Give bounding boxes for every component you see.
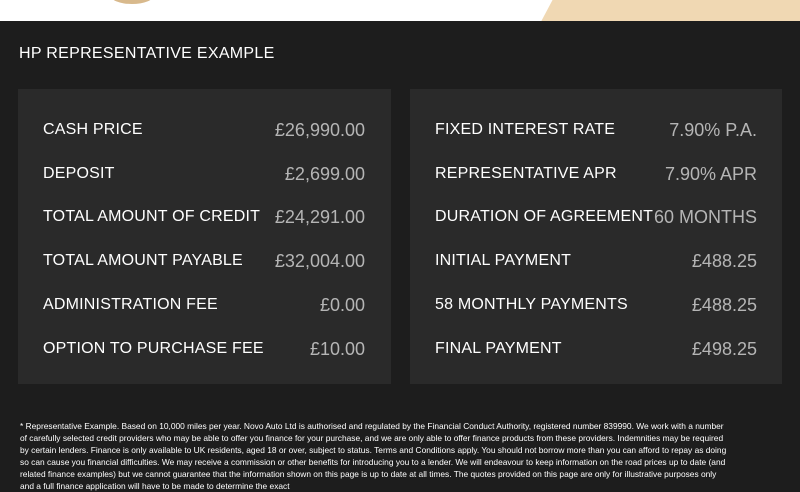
finance-panel-right (410, 89, 782, 384)
banner-decoration-left (110, 0, 154, 4)
finance-row-cash-price (43, 118, 365, 142)
finance-row-value: £2,699.00 (284, 163, 365, 184)
finance-row-value: £26,990.00 (274, 119, 365, 140)
finance-row-label: TOTAL AMOUNT PAYABLE (43, 252, 243, 269)
finance-row-value: 7.90% APR (664, 163, 757, 184)
finance-row-value: 60 MONTHS (653, 206, 757, 227)
finance-row-total-credit (43, 205, 365, 229)
finance-row-value: £24,291.00 (274, 206, 365, 227)
finance-row-label: DEPOSIT (43, 165, 115, 182)
finance-row-label: ADMINISTRATION FEE (43, 296, 218, 313)
finance-row-label: CASH PRICE (43, 121, 143, 138)
finance-row-label: INITIAL PAYMENT (435, 252, 572, 269)
finance-row-monthly-payments (435, 293, 757, 317)
top-banner-image (0, 0, 800, 21)
section-title: HP REPRESENTATIVE EXAMPLE (19, 45, 275, 62)
finance-row-value: £498.25 (691, 338, 757, 359)
finance-row-label: DURATION OF AGREEMENT (435, 208, 654, 225)
finance-row-label: FIXED INTEREST RATE (435, 121, 616, 138)
finance-row-label: FINAL PAYMENT (435, 340, 562, 357)
finance-row-value: £32,004.00 (274, 250, 365, 271)
finance-row-deposit (43, 162, 365, 186)
finance-disclaimer: * Representative Example. Based on 10,000 miles per year. Novo Auto Ltd is authorised and regulated by the Financial Conduct Authority, registered number 839990. We work with a number of carefully selected credit providers who may be able to offer you finance for your purchase, and we are only able to offer finance products from these providers. Indemnities may be required by certain lenders. Finance is only available to UK residents, aged 18 or over, subject to status. Terms and Conditions apply. You should not borrow more than you can afford to repay as doing so can cause you financial difficulties. We may receive a commission or other benefits for introducing you to a lender. We will endeavour to keep information on the road prices up to date (and related finance examples) but we cannot guarantee that the information shown on this page is up to date at all times. The quotes provided on this page are only for illustrative purposes only and a full finance application will have to be made to determine the exact (20, 421, 727, 491)
finance-row-final-payment (435, 337, 757, 361)
finance-row-value: £10.00 (309, 338, 365, 359)
finance-row-value: £488.25 (691, 294, 757, 315)
finance-row-admin-fee (43, 293, 365, 317)
finance-row-label: REPRESENTATIVE APR (435, 165, 617, 182)
finance-row-label: OPTION TO PURCHASE FEE (43, 340, 264, 357)
banner-decoration-right (541, 0, 800, 21)
finance-row-value: 7.90% P.A. (669, 119, 757, 140)
finance-row-option-fee (43, 337, 365, 361)
finance-row-value: £0.00 (319, 294, 365, 315)
finance-row-apr (435, 162, 757, 186)
finance-row-total-payable (43, 249, 365, 273)
finance-panel-left (18, 89, 391, 384)
finance-row-interest-rate (435, 118, 757, 142)
finance-row-label: 58 MONTHLY PAYMENTS (435, 296, 628, 313)
finance-row-label: TOTAL AMOUNT OF CREDIT (43, 208, 261, 225)
finance-row-duration (435, 205, 757, 229)
finance-row-value: £488.25 (691, 250, 757, 271)
finance-row-initial-payment (435, 249, 757, 273)
